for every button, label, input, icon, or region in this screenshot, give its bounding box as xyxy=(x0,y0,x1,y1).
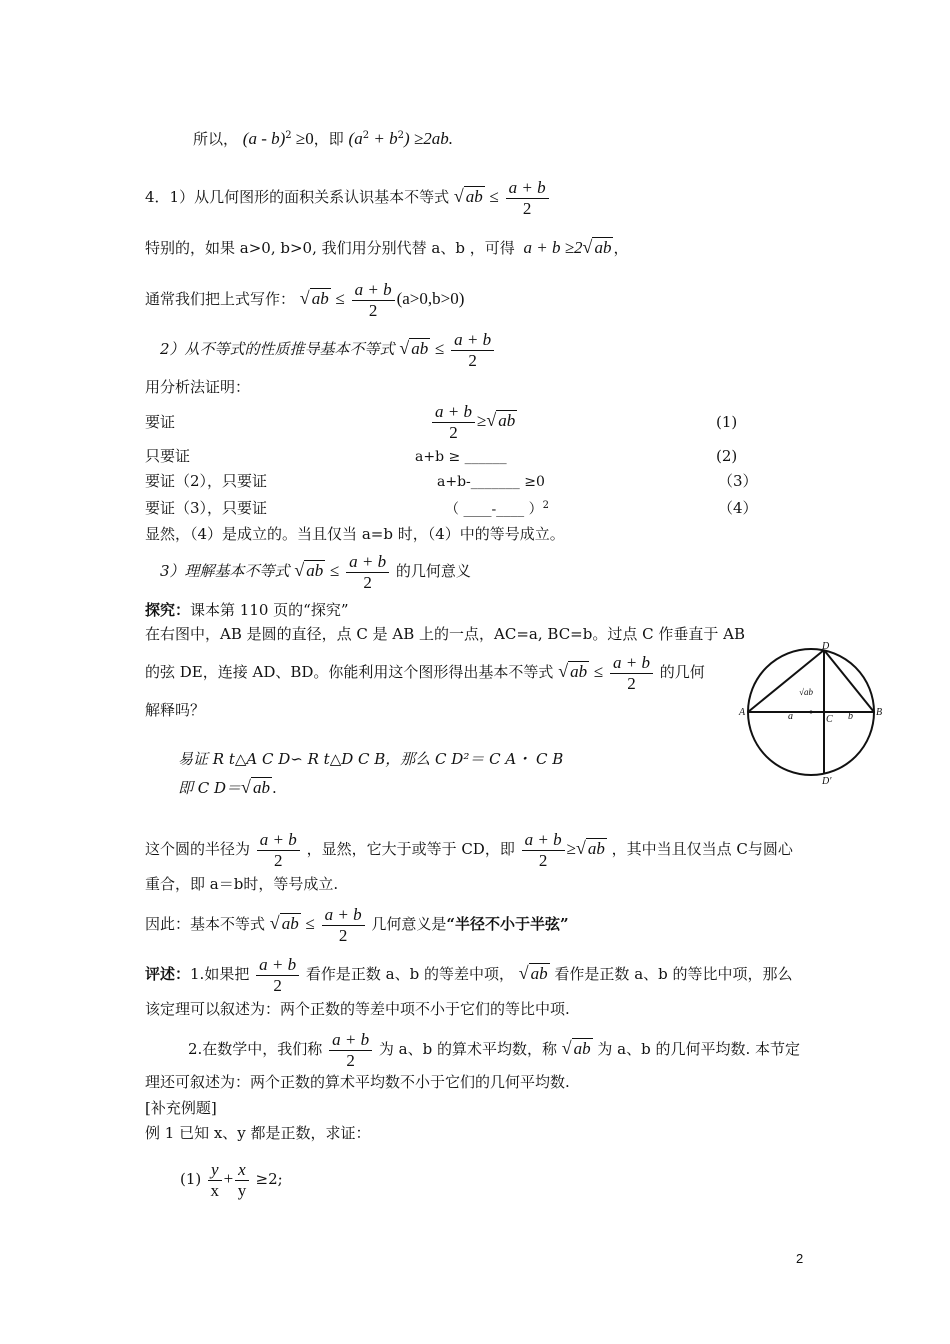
figure-desc-2: 的弦 DE，连接 AD、BD。你能利用这个图形得出基本不等式 √ ab ≤ $\frac{a + b}{2}$ 的几何 xyxy=(145,653,705,693)
label-A: A xyxy=(739,707,746,718)
example-1-part-1: (1) $\frac{y}{x}$ + $\frac{x}{y}$ ≥2; xyxy=(180,1160,283,1200)
row-1-expr: $\frac{a + b}{2}$ ≥√ ab xyxy=(430,402,517,442)
figure-desc-1: 在右图中，AB 是圆的直径，点 C 是 AB 上的一点，AC=a, BC=b。过点 C 作垂直于 AB xyxy=(145,625,745,643)
section-4-title: 4．1）从几何图形的面积关系认识基本不等式 √ ab ≤ $\frac{a + b}{2}$ xyxy=(145,178,551,218)
row-3-number: （3） xyxy=(718,472,758,490)
row-1-number: (1) xyxy=(716,413,738,431)
label-b: b xyxy=(848,711,853,722)
analysis-line: 用分析法证明： xyxy=(145,378,251,396)
obvious-line: 显然，（4）是成立的。当且仅当 a=b 时，（4）中的等号成立。 xyxy=(145,525,565,543)
cd-equals-line: 即 C D＝√ ab . xyxy=(178,777,277,797)
supplement-heading: [补充例题] xyxy=(145,1099,217,1117)
row-2-number: (2) xyxy=(716,447,738,465)
row-1-label: 要证 xyxy=(145,413,176,431)
row-3-expr: a+b-_______ ≥0 xyxy=(437,474,545,490)
math-line-1: 2.在数学中，我们称 $\frac{a + b}{2}$ 为 a、b 的算术平均数，称 √ ab 为 a、b 的几何平均数. 本节定 xyxy=(188,1030,801,1070)
radius-line: 这个圆的半径为 $\frac{a + b}{2}$ ，显然，它大于或等于 CD，即 $\frac{a + b}{2}$ ≥√ ab ，其中当且仅当点 C与圆心 xyxy=(145,830,793,870)
similar-triangles-line: 易证 R t△A C D∽ R t△D C B，那么 C D²＝ C A・ C B xyxy=(178,750,564,768)
label-sqrtab: √ab xyxy=(799,687,813,697)
special-case-line: 特别的，如果 a>0, b>0, 我们用分别代替 a、b ，可得 a + b ≥2√ ab ， xyxy=(145,237,629,257)
row-2-expr: a+b ≥ ______ xyxy=(415,449,507,465)
label-B: B xyxy=(876,707,883,718)
row-2-label: 只要证 xyxy=(145,447,191,465)
page-number: 2 xyxy=(796,1251,804,1266)
coincide-line: 重合，即 a＝b时，等号成立. xyxy=(145,875,339,893)
usual-form-line: 通常我们把上式写作： √ ab ≤ $\frac{a + b}{2}$ (a>0,b>0) xyxy=(145,280,465,320)
row-3-label: 要证（2），只要证 xyxy=(145,472,268,490)
explore-line: 探究：课本第 110 页的“探究” xyxy=(145,601,349,619)
label-Dprime: D′ xyxy=(822,776,832,787)
math-line-2: 理还可叙述为：两个正数的算术平均数不小于它们的几何平均数. xyxy=(145,1073,570,1091)
row-4-label: 要证（3），只要证 xyxy=(145,499,268,517)
circle-figure xyxy=(736,640,886,790)
label-a: a xyxy=(788,711,793,722)
therefore-line: 因此：基本不等式 √ ab ≤ $\frac{a + b}{2}$ 几何意义是“半径不小于半弦” xyxy=(145,905,569,945)
section-3-title: 3）理解基本不等式 √ ab ≤ $\frac{a + b}{2}$ 的几何意义 xyxy=(160,552,471,592)
label-D: D xyxy=(822,641,830,652)
line-therefore: 所以， (a - b)$^2$ ≥0，即 $(a^2 + b^2) \ge 2ab$. xyxy=(193,129,453,148)
row-4-expr: （ ____-____ ）$^2$ xyxy=(445,500,550,518)
review-line-2: 该定理可以叙述为：两个正数的等差中项不小于它们的等比中项. xyxy=(145,1000,570,1018)
example-1: 例 1 已知 x、y 都是正数，求证： xyxy=(145,1124,371,1142)
label-C: C xyxy=(826,714,833,725)
figure-desc-3: 解释吗？ xyxy=(145,701,206,719)
row-4-number: （4） xyxy=(718,499,758,517)
review-line-1: 评述：1.如果把 $\frac{a + b}{2}$ 看作是正数 a、b 的等差中项， √ ab 看作是正数 a、b 的等比中项，那么 xyxy=(145,955,793,995)
section-2-title: 2）从不等式的性质推导基本不等式 √ ab ≤ $\frac{a + b}{2}$ xyxy=(160,330,496,370)
